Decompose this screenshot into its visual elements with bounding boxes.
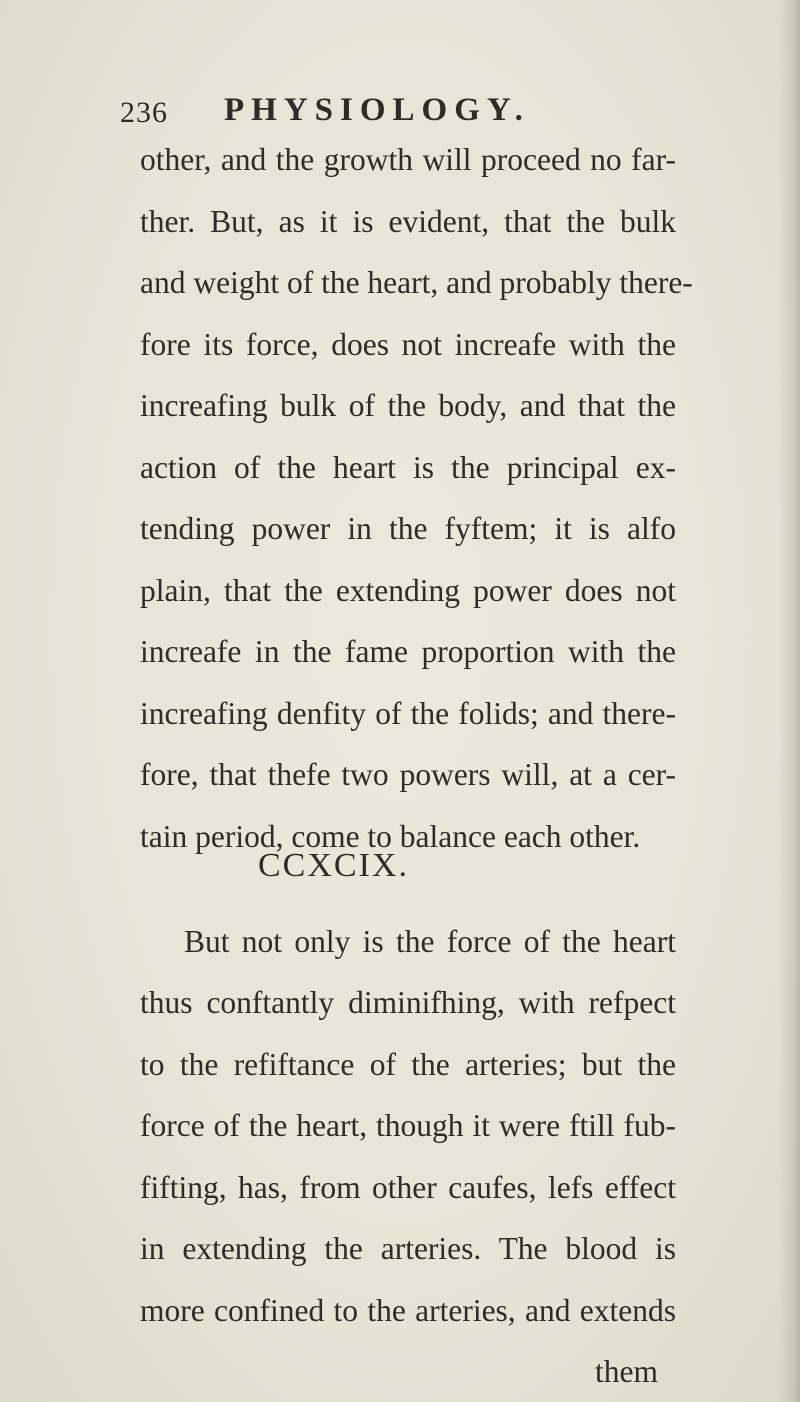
text-line: to the refiftance of the arteries; but the	[140, 1047, 676, 1082]
text-line: ther. But, as it is evident, that the bulk	[140, 204, 676, 239]
page-number: 236	[120, 96, 168, 129]
text-line: increafing bulk of the body, and that the	[140, 388, 676, 423]
text-line: in extending the arteries. The blood is	[140, 1231, 676, 1266]
text-line: increafe in the fame proportion with the	[140, 634, 676, 669]
text-line: thus conftantly diminifhing, with refpect	[140, 985, 676, 1020]
running-head: PHYSIOLOGY.	[224, 92, 530, 128]
page-edge-shadow	[778, 0, 800, 1402]
text-line: plain, that the extending power does not	[140, 573, 676, 608]
text-line: and weight of the heart, and probably there-	[140, 265, 693, 300]
text-line: other, and the growth will proceed no far-	[140, 142, 676, 177]
text-line: fore, that thefe two powers will, at a cer-	[140, 757, 676, 792]
text-line: action of the heart is the principal ex-	[140, 450, 676, 485]
text-line: fore its force, does not increafe with the	[140, 327, 676, 362]
section-number: CCXCIX.	[258, 847, 409, 884]
text-line: tain period, come to balance each other.	[140, 819, 641, 854]
text-line: fifting, has, from other caufes, lefs effect	[140, 1170, 676, 1205]
text-line: tending power in the fyftem; it is alfo	[140, 511, 676, 546]
text-line: increafing denfity of the folids; and there-	[140, 696, 676, 731]
page-header	[120, 92, 680, 142]
catchword: them	[595, 1354, 658, 1389]
text-line: more confined to the arteries, and extends	[140, 1293, 676, 1328]
text-line: force of the heart, though it were ftill fub-	[140, 1108, 676, 1143]
text-line: But not only is the force of the heart	[184, 924, 676, 959]
